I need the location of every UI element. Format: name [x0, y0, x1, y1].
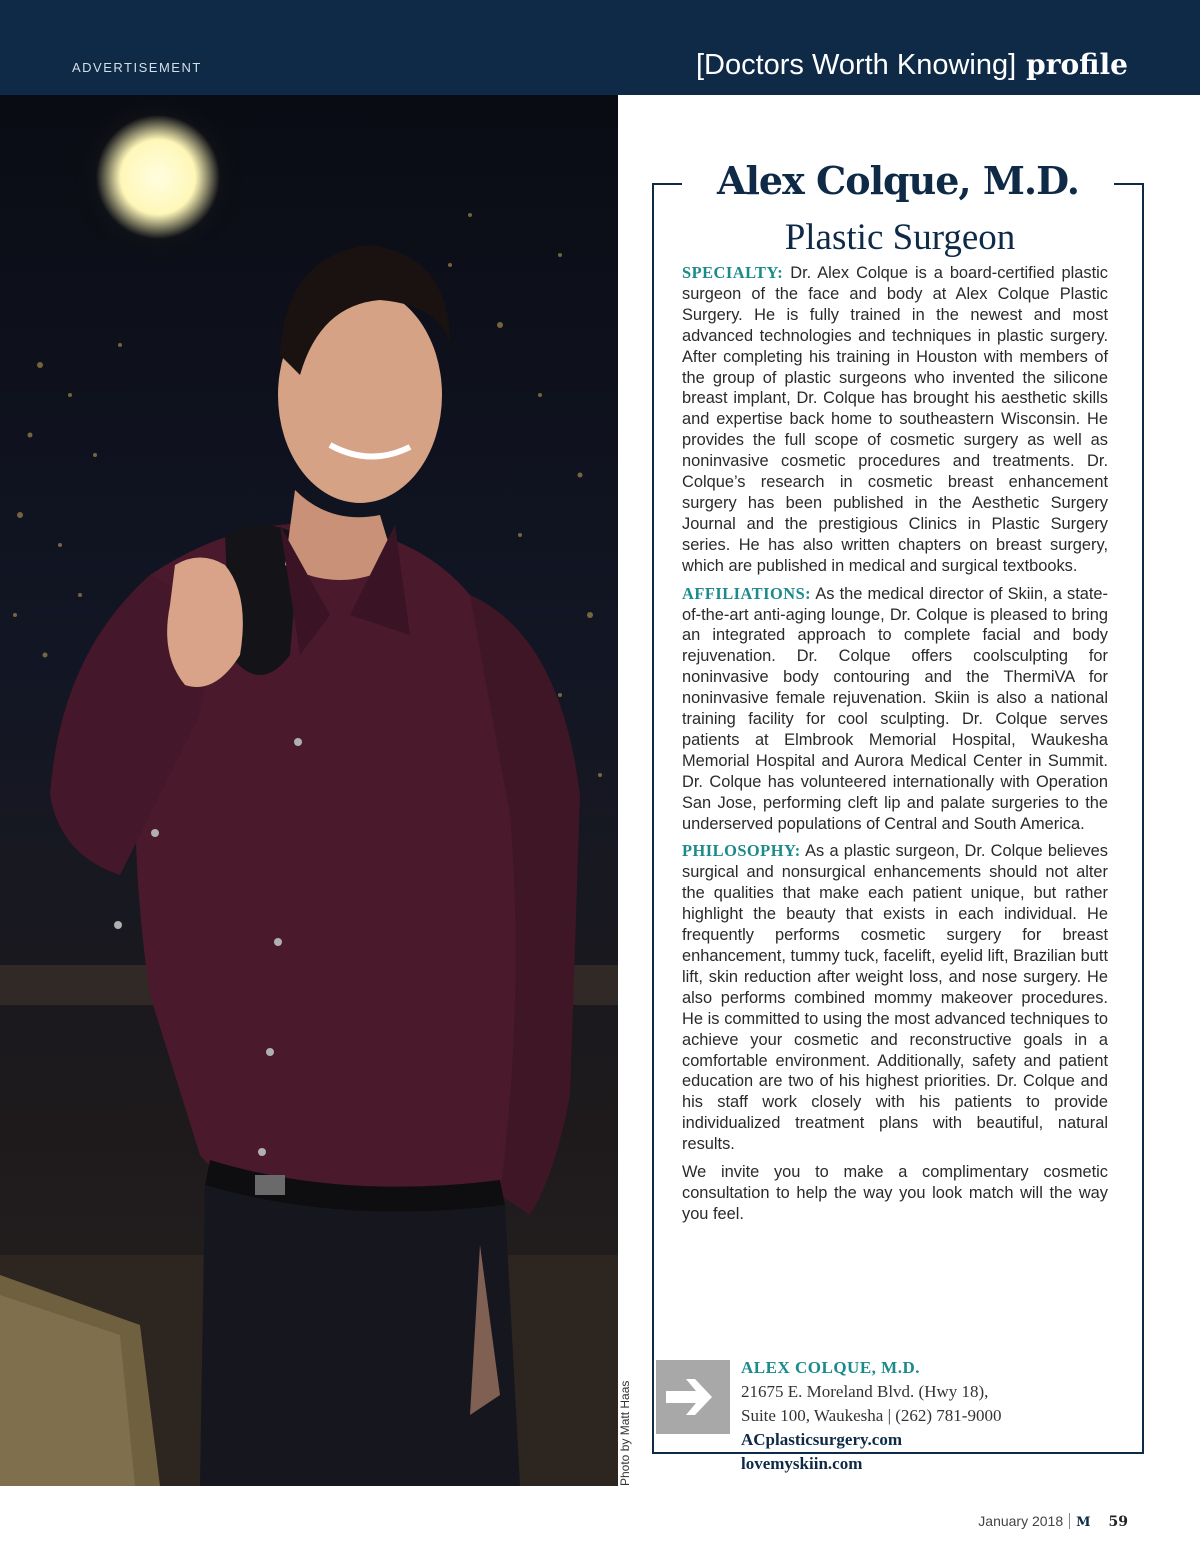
affiliations-paragraph	[682, 584, 1108, 835]
doctor-name: Alex Colque, M.D.	[717, 158, 1079, 203]
profile-body	[682, 263, 1108, 1232]
frame-top-right	[1114, 183, 1144, 185]
frame-top-left	[652, 183, 682, 185]
photo-credit: Photo by Matt Haas	[618, 1380, 632, 1486]
doctor-photo	[0, 95, 618, 1486]
website-link-1[interactable]: ACplasticsurgery.com	[741, 1430, 903, 1449]
advertisement-label: ADVERTISEMENT	[72, 60, 202, 75]
contact-address-line2: Suite 100, Waukesha | (262) 781-9000	[741, 1406, 1002, 1425]
specialty-text: Dr. Alex Colque is a board-certified plastic surgeon of the face and body at Alex Colque Plastic Surgery. He is fully trained in the newest and most advanced technologies and techniques in plastic surgery. After completing his training in Houston with members of the group of plastic surgeons who invented the silicone breast implant, Dr. Colque has brought his aesthetic skills and expertise back home to southeastern Wisconsin. He provides the full scope of cosmetic surgery as well as noninvasive cosmetic procedures and treatments. Dr. Colque’s research in cosmetic breast enhancement surgery has been published in the Aesthetic Surgery Journal and the prestigious Clinics in Plastic Surgery series. He has also written chapters on breast surgery, which are published in medical and surgical textbooks.	[682, 264, 1109, 575]
philosophy-text: As a plastic surgeon, Dr. Colque believes surgical and nonsurgical enhancements should not alter the qualities that make each patient unique, but rather highlight the beauty that exists in each individual. He frequently performs cosmetic surgery for breast enhancement, tummy tuck, facelift, eyelid lift, Brazilian butt lift, skin reduction after weight loss, and nose surgery. He also performs combined mommy makeover procedures. He is committed to using the most advanced techniques to achieve your cosmetic and reconstructive goals in a comfortable environment. Additionally, safety and patient education are two of his highest priorities. Dr. Colque and his staff work closely with his patients to provide individualized treatment plans with beautiful, natural results.	[682, 842, 1108, 1154]
header-bar	[0, 0, 1200, 95]
magazine-mark: M	[1076, 1515, 1091, 1530]
philosophy-paragraph	[682, 841, 1108, 1155]
page-number: 59	[1108, 1514, 1128, 1530]
doctor-role: Plastic Surgeon	[784, 217, 1016, 258]
contact-block	[741, 1356, 1121, 1476]
page-footer	[978, 1513, 1128, 1530]
specialty-label: SPECIALTY:	[682, 263, 784, 282]
affiliations-label: AFFILIATIONS:	[682, 583, 812, 603]
closing-paragraph: We invite you to make a complimentary cosmetic consultation to help the way you look match will the way you feel.	[682, 1163, 1108, 1223]
philosophy-label: PHILOSOPHY:	[682, 841, 801, 861]
contact-address-line1: 21675 E. Moreland Blvd. (Hwy 18),	[741, 1382, 989, 1401]
contact-name: ALEX COLQUE, M.D.	[741, 1358, 920, 1377]
affiliations-text: As the medical director of Skiin, a state-of-the-art anti-aging lounge, Dr. Colque is pleased to bring an integrated approach to complete facial and body rejuvenation. Dr. Colque offers coolsculpting for noninvasive body contouring and the ThermiVA for noninvasive female rejuvenation. Skiin is also a national training facility for cool sculpting. Dr. Colque serves patients at Elmbrook Memorial Hospital, Waukesha Memorial Hospital and Aurora Medical Center in Summit. Dr. Colque has volunteered internationally with Operation San Jose, performing cleft lip and palate surgeries to the underserved populations of Central and South America.	[682, 584, 1108, 833]
issue-date: January 2018	[978, 1513, 1064, 1529]
section-name: [Doctors Worth Knowing]	[695, 49, 1017, 81]
footer-divider	[1069, 1513, 1070, 1529]
right-arrow-icon	[656, 1360, 730, 1434]
section-title	[696, 48, 1128, 82]
arrow-box	[656, 1360, 730, 1434]
section-tag: profile	[1026, 48, 1128, 81]
website-link-2[interactable]: lovemyskiin.com	[741, 1454, 863, 1473]
specialty-paragraph	[682, 263, 1108, 577]
